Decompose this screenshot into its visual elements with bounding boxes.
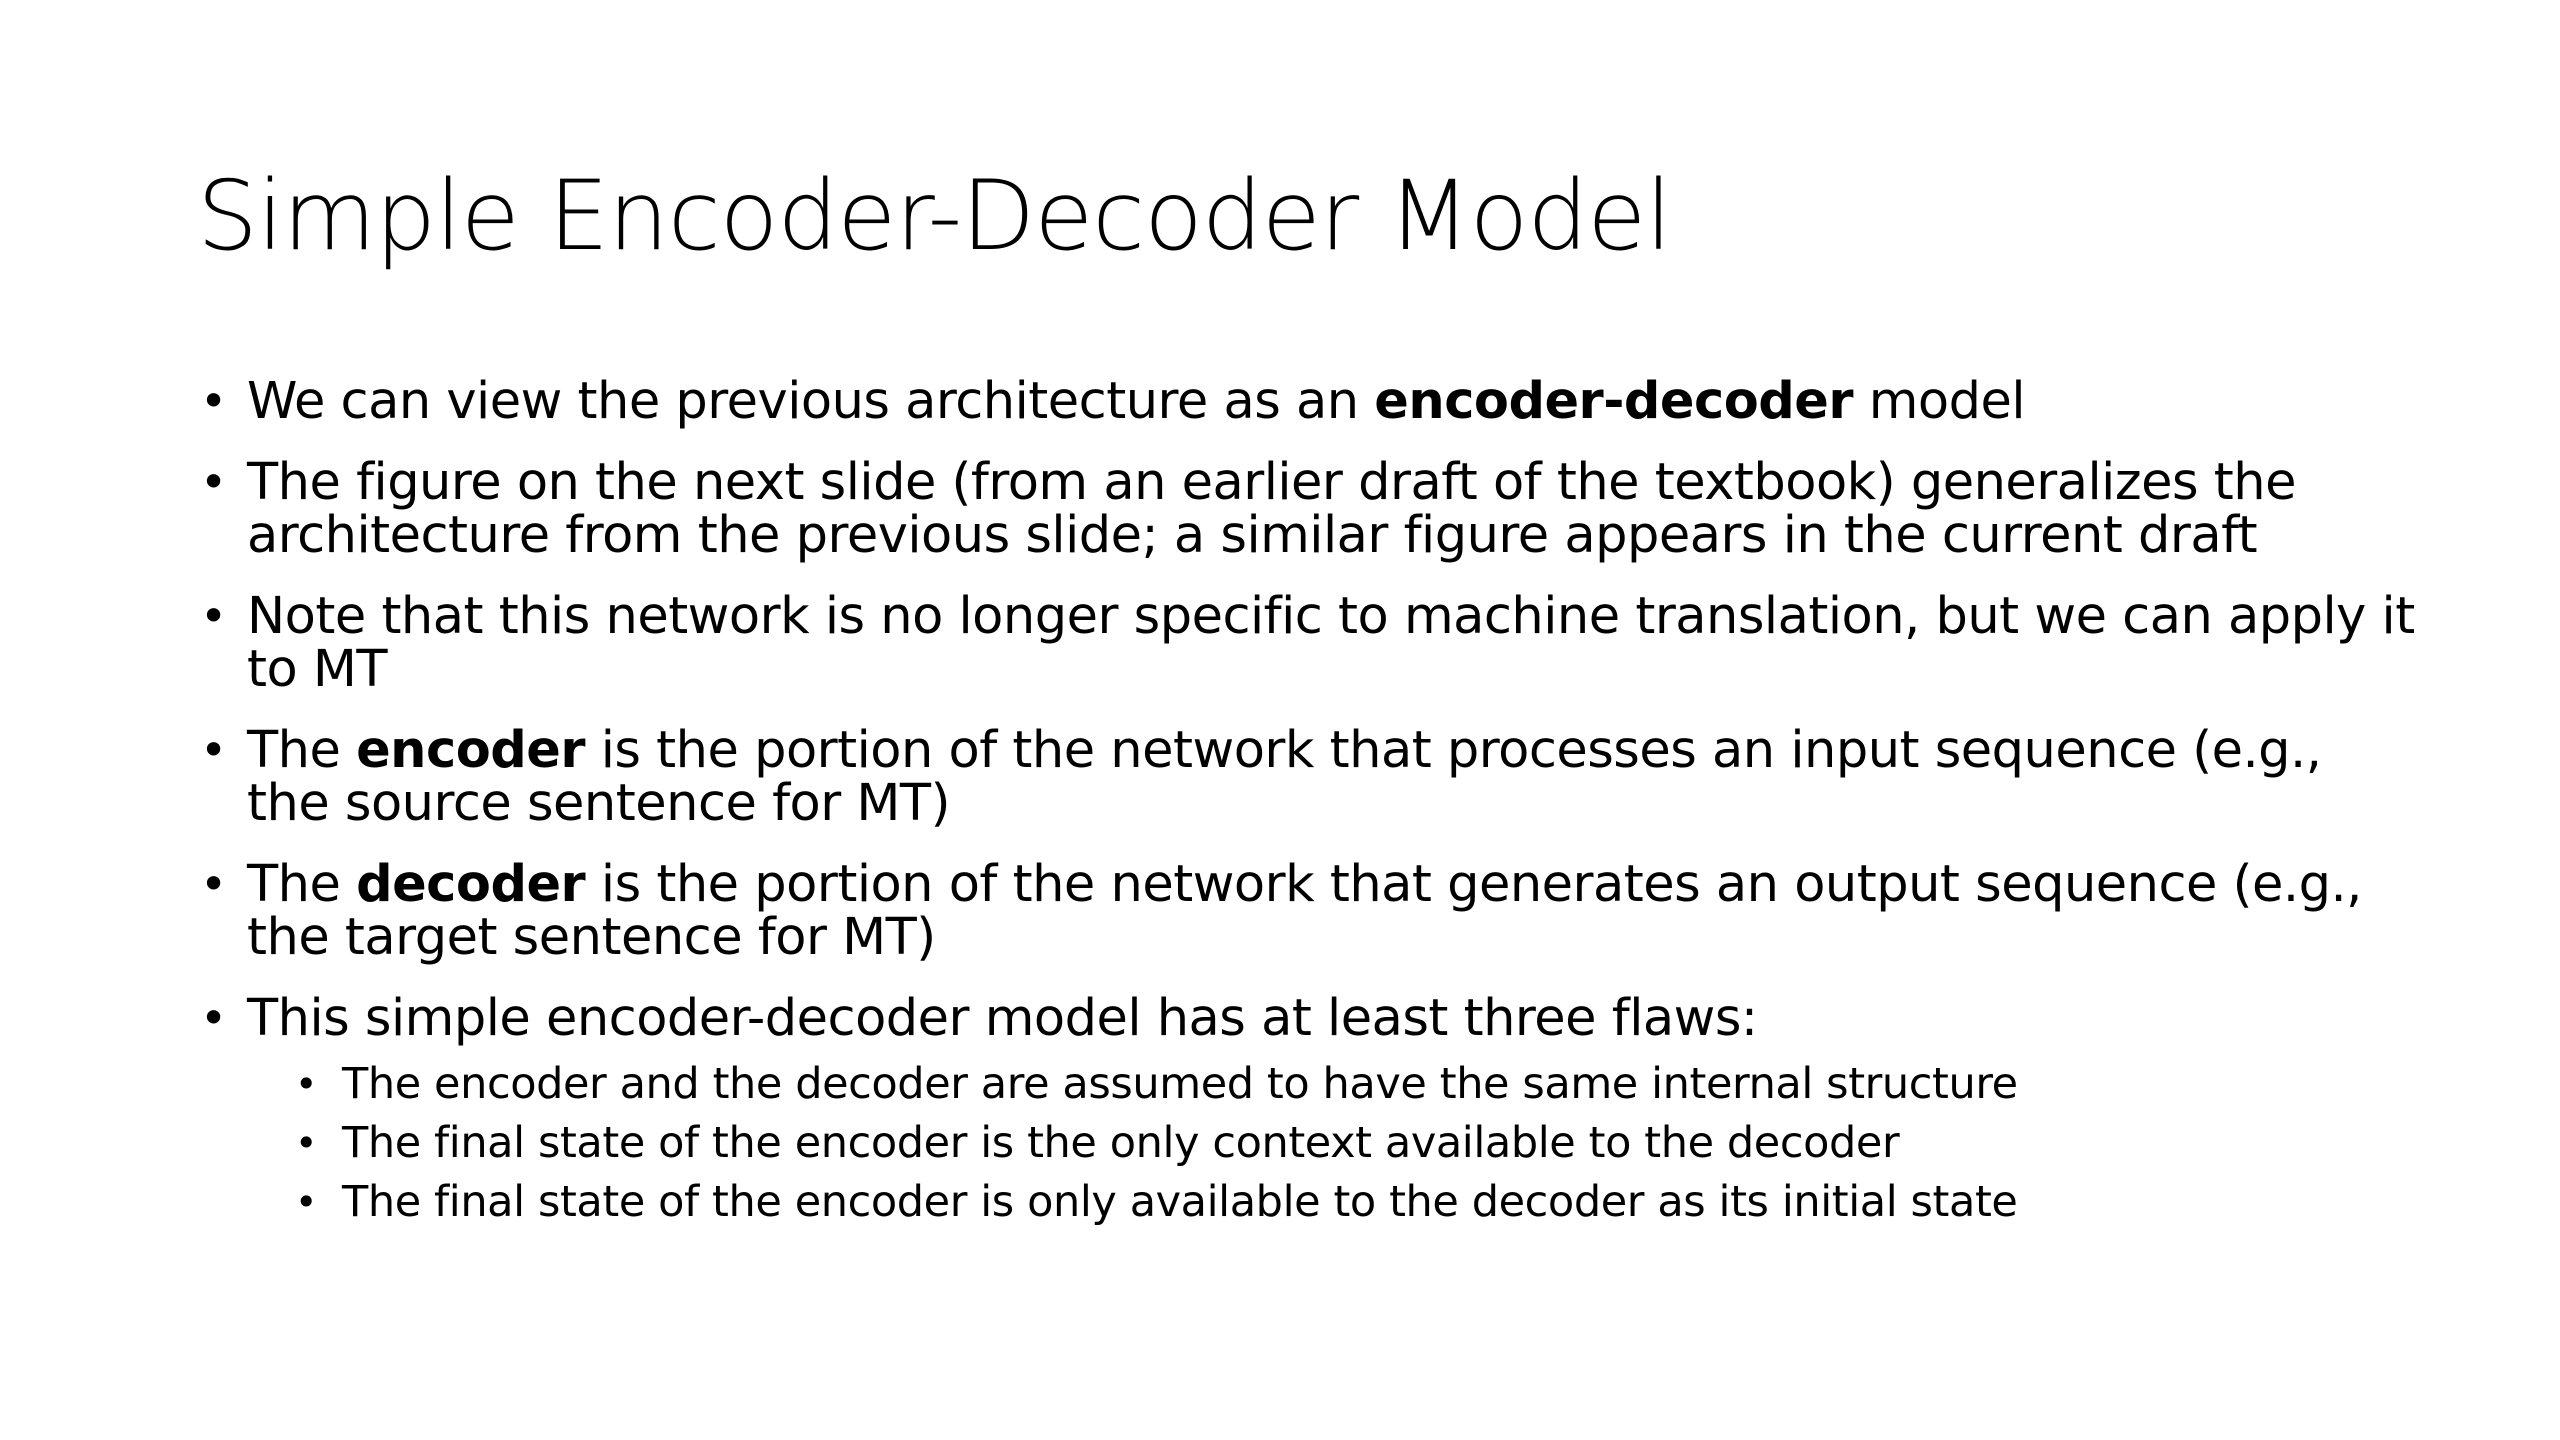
sub-bullet-icon: •: [295, 1062, 318, 1106]
sub-bullet-item: [295, 1055, 2417, 1114]
sub-bullet-item: [295, 1173, 2417, 1232]
bullet-icon: •: [200, 374, 227, 428]
bullet-item: [197, 989, 2417, 1232]
bullet-bold-term: encoder-decoder: [1374, 372, 1853, 431]
bullet-item: [197, 721, 2417, 833]
bullet-text: This simple encoder-decoder model has at least three flaws:: [247, 989, 1758, 1048]
bullet-icon: •: [200, 991, 227, 1045]
bullet-text: model: [1853, 372, 2026, 431]
bullet-icon: •: [200, 723, 227, 777]
bullet-text: is the portion of the network that processes an input sequence (e.g., the source sentence for MT): [247, 721, 2322, 833]
bullet-item: [197, 372, 2417, 431]
bullet-text: is the portion of the network that generates an output sequence (e.g., the target sentence for MT): [247, 855, 2362, 967]
sub-bullet-text: The final state of the encoder is only available to the decoder as its initial state: [342, 1177, 2018, 1227]
bullet-item: [197, 587, 2417, 699]
bullet-icon: •: [200, 455, 227, 509]
sub-bullet-icon: •: [295, 1180, 318, 1224]
bullet-icon: •: [200, 589, 227, 643]
bullet-text: Note that this network is no longer specific to machine translation, but we can apply it to MT: [247, 587, 2415, 699]
bullet-item: [197, 855, 2417, 967]
bullet-bold-term: decoder: [356, 855, 586, 914]
sub-bullet-list: [247, 1055, 2417, 1232]
sub-bullet-item: [295, 1114, 2417, 1173]
bullet-text: The: [247, 721, 357, 780]
bullet-list: [197, 372, 2417, 1232]
slide-title: Simple Encoder-Decoder Model: [197, 160, 1672, 272]
bullet-text: The: [247, 855, 357, 914]
bullet-text: We can view the previous architecture as an: [247, 372, 1375, 431]
bullet-bold-term: encoder: [356, 721, 585, 780]
sub-bullet-icon: •: [295, 1121, 318, 1165]
bullet-text: The figure on the next slide (from an earlier draft of the textbook) generalizes the architecture from the previous slide; a similar figure appears in the current draft: [247, 453, 2296, 565]
sub-bullet-text: The encoder and the decoder are assumed to have the same internal structure: [342, 1059, 2018, 1109]
sub-bullet-text: The final state of the encoder is the only context available to the decoder: [342, 1118, 1900, 1168]
bullet-icon: •: [200, 857, 227, 911]
slide-content: [197, 372, 2417, 1260]
bullet-item: [197, 453, 2417, 565]
